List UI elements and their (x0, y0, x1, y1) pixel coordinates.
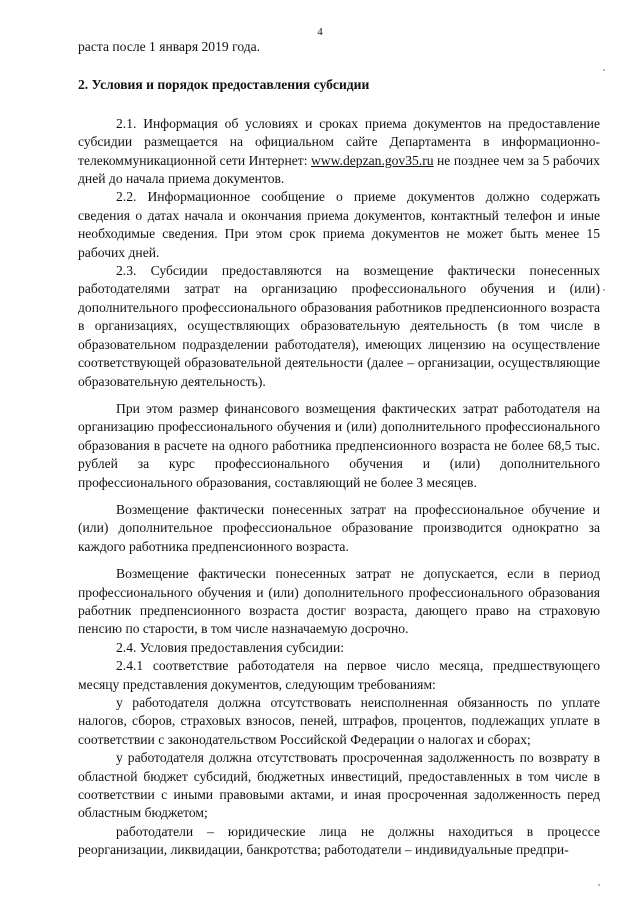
scan-speck (603, 69, 605, 71)
paragraph-amount: При этом размер финансового возмещения фактических затрат работодателя на организацию профессионального обучения и (или) дополнительного профессионального образования в расчете на одного работника предпенсионного возраста не более 68,5 тыс. рублей за курс профессионального обучения и (или) дополнительного профессионального образования, составляющий не более 3 месяцев. (78, 400, 600, 490)
requirement-taxes: у работодателя должна отсутствовать неисполненная обязанность по уплате налогов, сборов, страховых взносов, пеней, штрафов, процентов, подлежащих уплате в соответствии с законодательством Российской Федерации о налогах и сборах; (78, 695, 600, 747)
paragraph-2-2: 2.2. Информационное сообщение о приеме документов должно содержать сведения о датах начала и окончания приема документов, контактный телефон и иные необходимые сведения. При этом срок приема документов не может быть менее 15 рабочих дней. (78, 189, 600, 260)
paragraph-2-1-text-end: не позднее чем за 5 рабочих дней до начала приема документов. (78, 152, 600, 187)
paragraph-not-allowed: Возмещение фактически понесенных затрат не допускается, если в период профессионального обучения и (или) дополнительного профессионального образования работник предпенсионного возраста достиг возраста, дающего право на страховую пенсию по старости, в том числе назначаемую досрочно. (78, 566, 600, 637)
scan-speck (603, 289, 605, 291)
intro-fragment: раста после 1 января 2019 года. (78, 39, 261, 54)
section-heading: 2. Условия и порядок предоставления субсидии (78, 77, 370, 93)
paragraph-2-4-1: 2.4.1 соответствие работодателя на первое число месяца, предшествующего месяцу представления документов, следующим требованиям: (78, 658, 600, 692)
paragraph-2-3: 2.3. Субсидии предоставляются на возмещение фактически понесенных работодателями затрат на организацию профессионального обучения и (или) дополнительного профессионального образования работников предпенсионного возраста в организациях, осуществляющих образовательную деятельность (в том числе в образовательном подразделении работодателя), имеющих лицензию на осуществление соответствующей образовательной деятельности (далее – организации, осуществляющие образовательную деятельность). (78, 263, 600, 389)
paragraph-2-4: 2.4. Условия предоставления субсидии: (116, 639, 345, 655)
document-body (78, 38, 600, 860)
website-link[interactable]: www.depzan.gov35.ru (310, 152, 434, 168)
scan-speck (598, 884, 600, 886)
page-number: 4 (317, 26, 323, 38)
paragraph-once: Возмещение фактически понесенных затрат на профессиональное обучение и (или) дополнительное профессиональное образование производится однократно за каждого работника предпенсионного возраста. (78, 501, 600, 554)
paragraph-2-1 (78, 115, 600, 189)
requirement-debt: у работодателя должна отсутствовать просроченная задолженность по возврату в областной бюджет субсидий, бюджетных инвестиций, предоставленных в том числе в соответствии с иными правовыми актами, и иная просроченная задолженность перед областным бюджетом; (78, 750, 600, 821)
paragraph-2-1-text-start: 2.1. Информация об условиях и сроках приема документов на предоставление субсидии размещается на официальном сайте Департамента в информационно-телекоммуникационной сети Интернет: (78, 115, 600, 168)
requirement-legal-status: работодатели – юридические лица не должны находиться в процессе реорганизации, ликвидации, банкротства; работодатели – индивидуальные предпри- (78, 823, 600, 858)
